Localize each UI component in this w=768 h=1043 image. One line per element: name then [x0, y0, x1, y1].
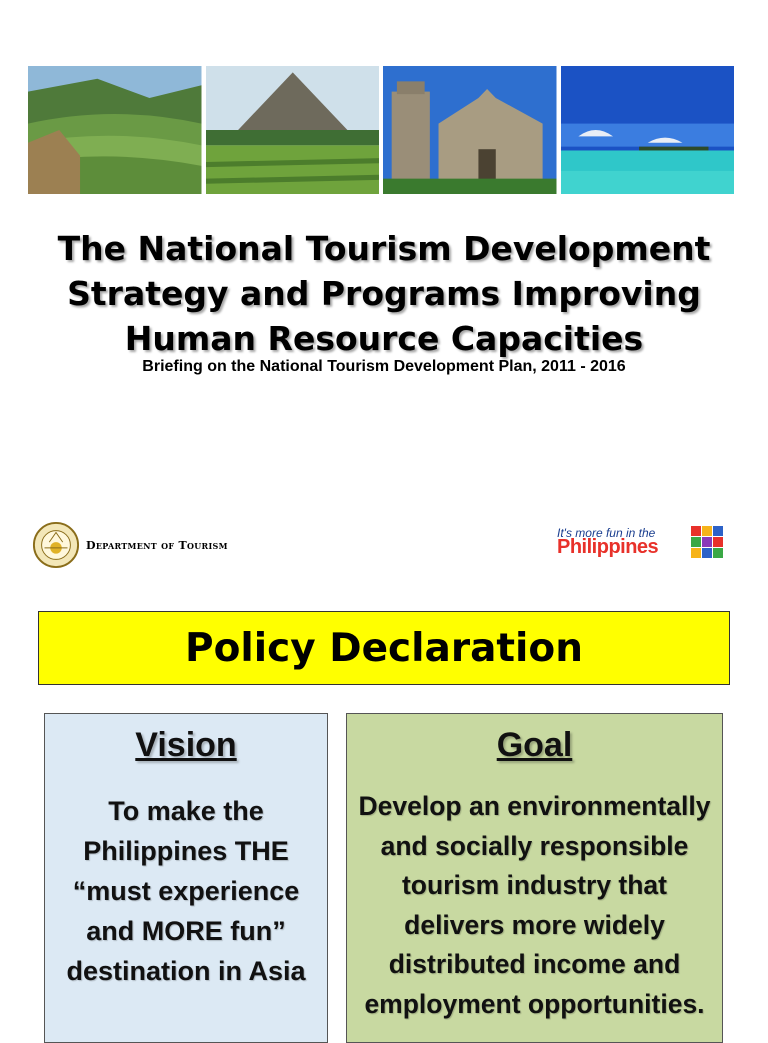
paoay-church-photo — [383, 66, 557, 194]
fun-logo-wordmark: Philippines — [557, 536, 659, 558]
policy-declaration-banner: Policy Declaration — [38, 611, 730, 685]
presentation-subtitle: Briefing on the National Tourism Development Plan, 2011 - 2016 — [142, 358, 626, 375]
vision-body: To make the Philippines THE “must experience and MORE fun” destination in Asia — [66, 796, 306, 986]
mayon-volcano-photo — [206, 66, 380, 194]
department-of-tourism-logo — [32, 520, 228, 570]
title-line-3: Human Resource Capacities — [124, 319, 644, 358]
dot-seal-icon — [32, 521, 80, 569]
beach-island-photo — [561, 66, 735, 194]
title-line-2: Strategy and Programs Improving — [67, 274, 701, 313]
goal-box — [346, 713, 723, 1043]
title-line-1: The National Tourism Development — [57, 229, 711, 268]
its-more-fun-logo — [555, 522, 730, 562]
vision-box — [44, 713, 328, 1043]
goal-body: Develop an environmentally and socially responsible tourism industry that delivers more widely distributed income and employment opportunities. — [358, 791, 711, 1019]
goal-heading: Goal — [496, 726, 573, 764]
colorful-weave-icon — [689, 524, 725, 560]
dot-logo-text: Department of Tourism — [86, 538, 228, 552]
fun-logo-tagline: It's more fun in the — [557, 526, 656, 540]
vision-heading: Vision — [135, 726, 237, 764]
rice-terraces-photo — [28, 66, 202, 194]
photo-strip — [28, 66, 734, 194]
presentation-title — [0, 226, 768, 361]
